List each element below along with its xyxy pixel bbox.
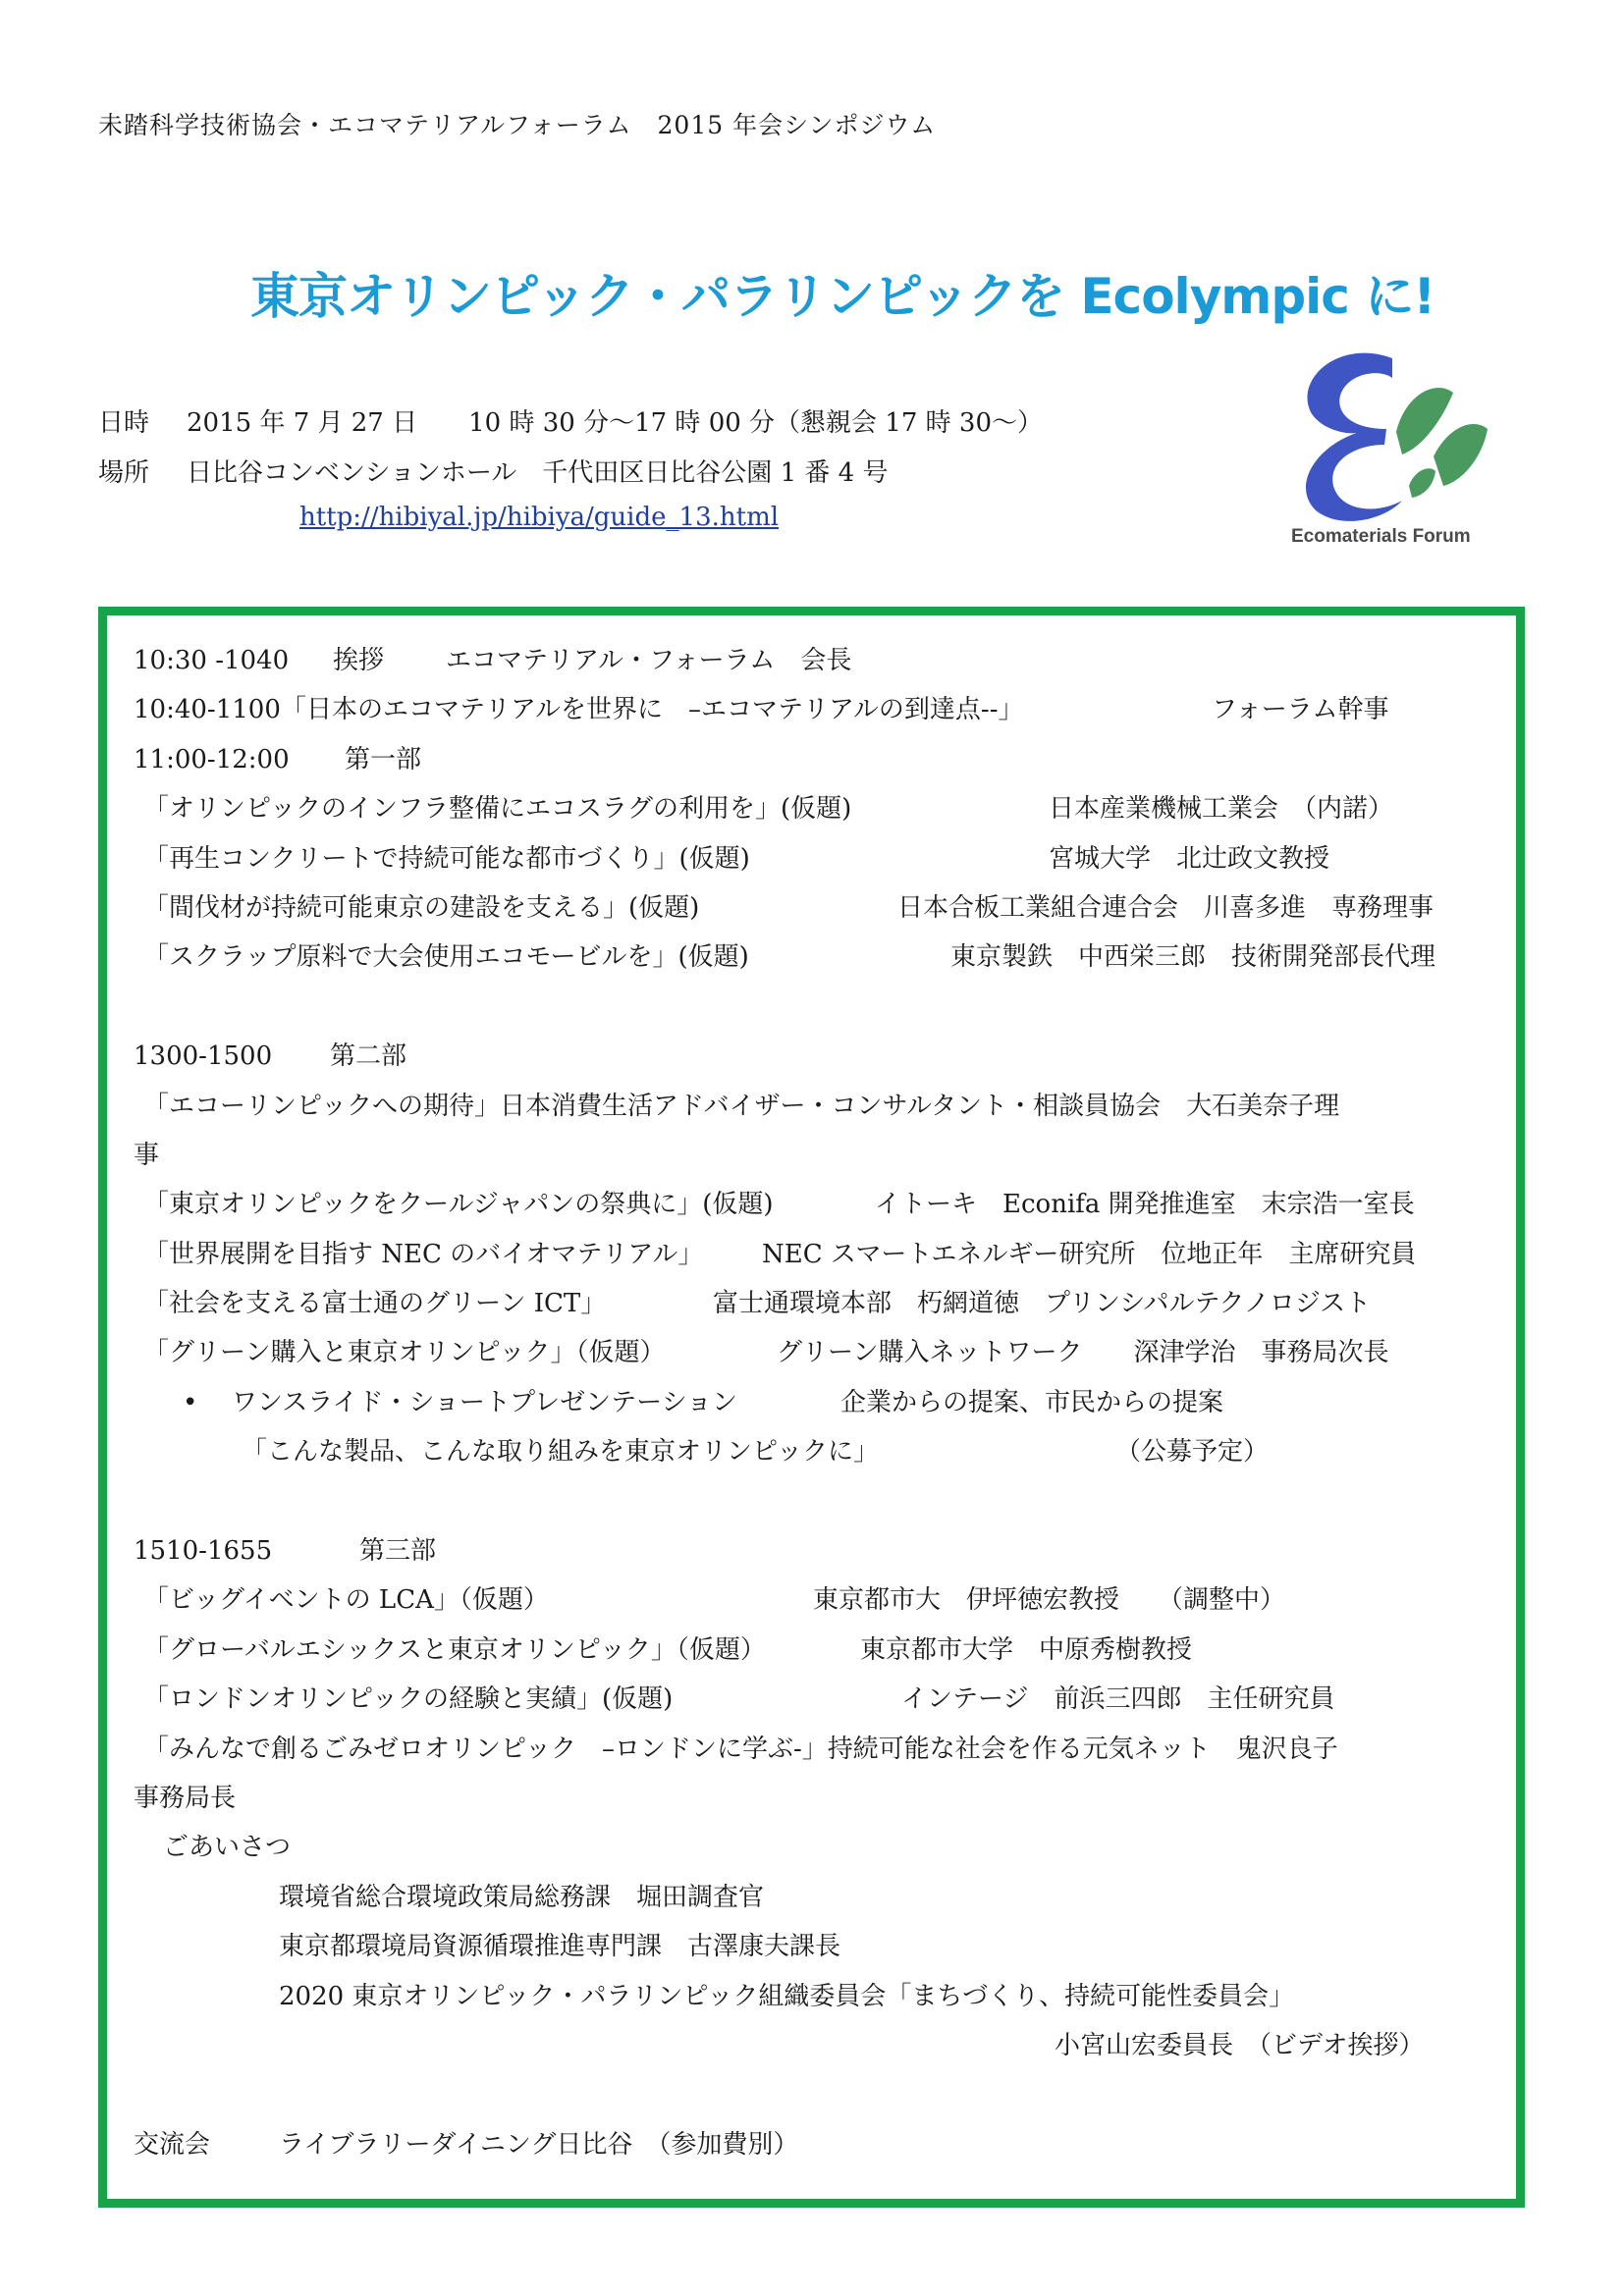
session-time: 10:40-1100 <box>134 695 281 725</box>
session-speaker: インテージ 前浜三四郎 主任研究員 <box>901 1684 1335 1715</box>
section-heading: 第三部 <box>359 1536 437 1567</box>
program-row <box>134 1230 1508 1279</box>
reception-label: 交流会 <box>134 2129 211 2160</box>
program-row <box>134 685 1508 734</box>
program-row <box>134 1032 1508 1081</box>
document-header: 未踏科学技術協会・エコマテリアルフォーラム 2015 年会シンポジウム <box>98 111 937 139</box>
reception-venue: ライブラリーダイニング日比谷 （参加費別） <box>279 2129 799 2160</box>
program-row <box>134 1526 1508 1575</box>
program-row <box>134 1180 1508 1229</box>
date-value: 2015 年 7 月 27 日 10 時 30 分～17 時 00 分（懇親会 17 時 30～） <box>187 408 1044 438</box>
program-row <box>134 883 1508 933</box>
page-title: 東京オリンピック・パラリンピックを Ecolympic に! <box>250 268 1435 325</box>
session-title: 「グローバルエシックスと東京オリンピック」（仮題） <box>143 1634 766 1665</box>
program-row <box>134 1873 1508 1922</box>
program-row <box>134 636 1508 685</box>
program-row <box>134 1082 1508 1131</box>
session-time: 1510-1655 <box>134 1536 273 1567</box>
session-speaker: NEC スマートエネルギー研究所 位地正年 主席研究員 <box>762 1239 1417 1269</box>
session-speaker: 東京都市大 伊坪徳宏教授 （調整中） <box>813 1585 1286 1616</box>
program-row <box>134 1378 1508 1427</box>
session-speaker: （公募予定） <box>1115 1437 1270 1468</box>
session-title: ワンスライド・ショートプレゼンテーション <box>232 1387 738 1417</box>
place-value: 日比谷コンベンションホール 千代田区日比谷公園 1 番 4 号 <box>187 458 889 488</box>
section-heading: 第二部 <box>330 1041 407 1072</box>
session-line: 「みんなで創るごみゼロオリンピック –ロンドンに学ぶ-」持続可能な社会を作る元気ネット 鬼沢良子 <box>143 1734 1338 1764</box>
program-row <box>134 1328 1508 1377</box>
session-line: 事務局長 <box>134 1783 237 1813</box>
greeting-speaker: 2020 東京オリンピック・パラリンピック組織委員会「まちづくり、持続可能性委員会」 <box>279 1981 1295 2011</box>
session-speaker: 日本合板工業組合連合会 川喜多進 専務理事 <box>897 892 1435 923</box>
program-row <box>134 1131 1508 1180</box>
logo-caption: Ecomaterials Forum <box>1291 526 1471 547</box>
program-row <box>134 1575 1508 1625</box>
session-speaker: 企業からの提案、市民からの提案 <box>840 1387 1224 1417</box>
session-speaker: グリーン購入ネットワーク 深津学治 事務局次長 <box>777 1338 1389 1368</box>
program-row <box>134 2021 1508 2070</box>
greeting-speaker: 東京都環境局資源循環推進専門課 古澤康夫課長 <box>279 1932 841 1962</box>
session-title: 「社会を支える富士通のグリーン ICT」 <box>143 1289 607 1319</box>
session-title: 挨拶 <box>333 646 385 675</box>
place-label: 場所 <box>98 458 150 488</box>
greetings-heading: ごあいさつ <box>163 1833 292 1863</box>
session-title: 「世界展開を目指す NEC のバイオマテリアル」 <box>143 1239 704 1269</box>
section-heading: 第一部 <box>345 744 422 774</box>
session-speaker: 東京都市大学 中原秀樹教授 <box>860 1634 1193 1665</box>
program-row <box>134 1626 1508 1675</box>
program-row <box>134 735 1508 784</box>
session-title: 「東京オリンピックをクールジャパンの祭典に」(仮題) <box>143 1190 774 1220</box>
ecomaterials-forum-logo <box>1286 339 1512 550</box>
program-row <box>134 1823 1508 1872</box>
program-row <box>134 1972 1508 2021</box>
session-title: 「こんな製品、こんな取り組みを東京オリンピックに」 <box>242 1437 879 1468</box>
session-speaker: 東京製鉄 中西栄三郎 技術開発部長代理 <box>950 942 1436 973</box>
session-title: 「ロンドンオリンピックの経験と実績」(仮題) <box>143 1684 674 1715</box>
session-title: 「ビッグイベントの LCA」（仮題） <box>143 1585 549 1616</box>
venue-url-link[interactable]: http://hibiyal.jp/hibiya/guide_13.html <box>299 503 780 532</box>
program-row <box>134 1675 1508 1724</box>
session-title: 「日本のエコマテリアルを世界に –エコマテリアルの到達点--」 <box>281 695 1024 725</box>
session-speaker: エコマテリアル・フォーラム 会長 <box>446 646 852 675</box>
program-row <box>134 2120 1508 2169</box>
session-speaker: イトーキ Econifa 開発推進室 末宗浩一室長 <box>875 1190 1415 1220</box>
session-title: 「スクラップ原料で大会使用エコモービルを」(仮題) <box>143 942 749 973</box>
session-speaker: 宮城大学 北辻政文教授 <box>1049 843 1330 874</box>
eco-logo-icon <box>1286 339 1512 550</box>
program-row <box>134 1725 1508 1774</box>
program-row <box>134 1774 1508 1823</box>
bullet-icon: • <box>183 1387 198 1417</box>
program-row <box>134 1427 1508 1476</box>
program-row <box>134 1279 1508 1328</box>
program-row <box>134 784 1508 833</box>
event-date <box>98 402 1043 439</box>
session-title: 「グリーン購入と東京オリンピック」（仮題） <box>143 1338 666 1368</box>
date-label: 日時 <box>98 408 150 438</box>
session-speaker: 日本産業機械工業会 （内諾） <box>1049 794 1394 825</box>
session-speaker: 富士通環境本部 朽網道徳 プリンシパルテクノロジスト <box>713 1289 1372 1319</box>
session-time: 10:30 -1040 <box>134 646 290 675</box>
session-title: 「オリンピックのインフラ整備にエコスラグの利用を」(仮題) <box>143 794 852 825</box>
greeting-speaker: 環境省総合環境政策局総務課 堀田調査官 <box>279 1882 765 1912</box>
program-row <box>134 933 1508 982</box>
session-time: 11:00-12:00 <box>134 744 290 774</box>
session-title: 「再生コンクリートで持続可能な都市づくり」(仮題) <box>143 843 750 874</box>
session-line: 事 <box>134 1140 160 1170</box>
program-row <box>134 1922 1508 1971</box>
session-time: 1300-1500 <box>134 1041 273 1072</box>
greeting-speaker: 小宮山宏委員長 （ビデオ挨拶） <box>1055 2030 1425 2060</box>
session-speaker: フォーラム幹事 <box>1212 695 1389 725</box>
session-title: 「間伐材が持続可能東京の建設を支える」(仮題) <box>143 892 700 923</box>
program-list <box>134 636 1508 2169</box>
session-line: 「エコーリンピックへの期待」日本消費生活アドバイザー・コンサルタント・相談員協会 大石美奈子理 <box>143 1091 1340 1121</box>
event-place <box>98 453 888 489</box>
program-row <box>134 834 1508 883</box>
